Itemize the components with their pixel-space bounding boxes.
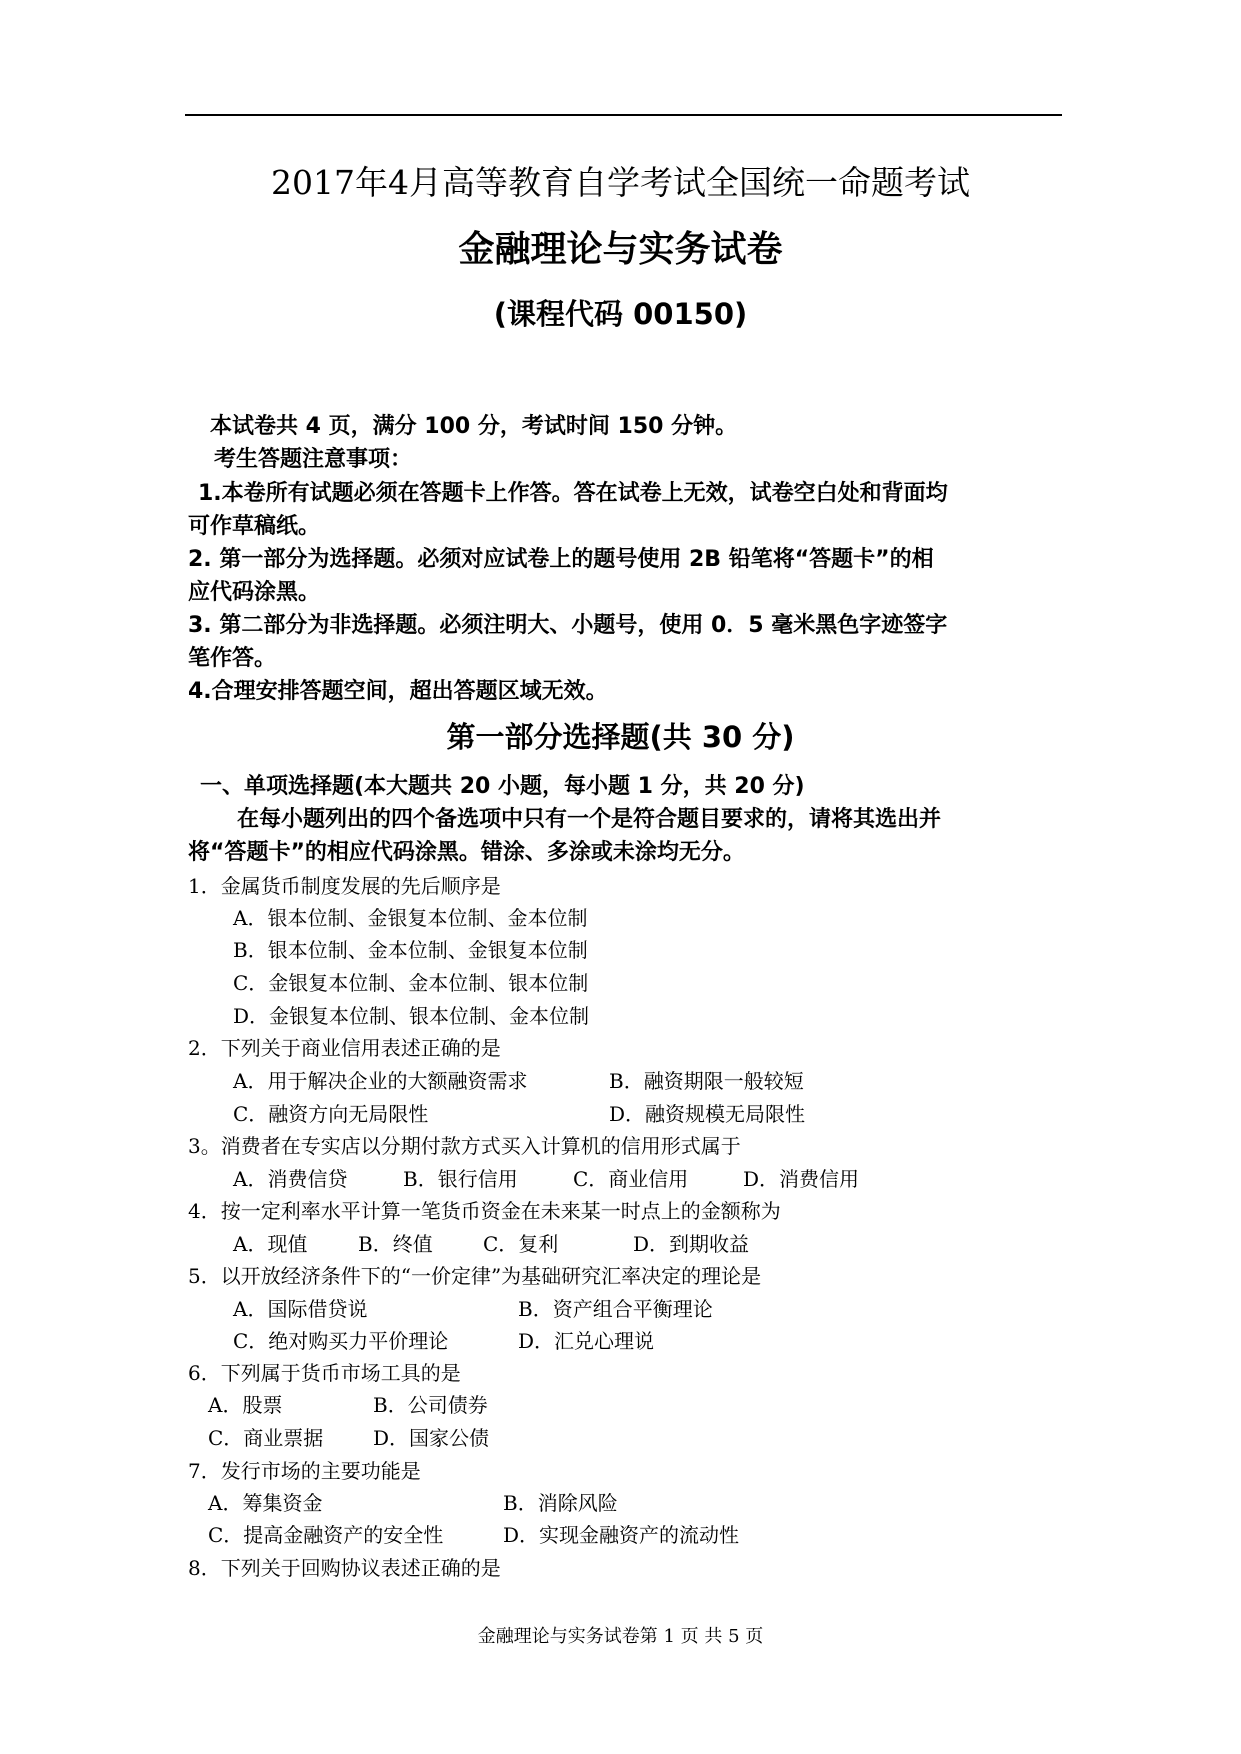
question-stem: 8．下列关于回购协议表述正确的是 [188, 1556, 501, 1580]
option-b: B．消除风险 [503, 1491, 618, 1515]
question-stem: 3。消费者在专实店以分期付款方式买入计算机的信用形式属于 [188, 1134, 741, 1158]
option-d: D．金银复本位制、银本位制、金本位制 [233, 1004, 590, 1028]
question-stem: 7．发行市场的主要功能是 [188, 1459, 421, 1483]
option-c: C．商业票据 [208, 1426, 324, 1450]
section-description: 将“答题卡”的相应代码涂黑。错涂、多涂或未涂均无分。 [188, 840, 745, 865]
instruction-line: 笔作答。 [188, 646, 277, 671]
question-stem: 1．金属货币制度发展的先后顺序是 [188, 874, 501, 898]
part1-heading: 第一部分选择题(共 30 分) [446, 720, 795, 754]
option-a: A．消费信贷 [233, 1167, 348, 1191]
option-d: D．国家公债 [373, 1426, 490, 1450]
option-a: A．银本位制、金银复本位制、金本位制 [233, 906, 588, 930]
header-rule [185, 114, 1062, 116]
option-b: B．融资期限一般较短 [609, 1069, 804, 1093]
option-c: C．复利 [483, 1232, 559, 1256]
option-d: D．融资规模无局限性 [609, 1102, 806, 1126]
section-description: 在每小题列出的四个备选项中只有一个是符合题目要求的，请将其选出并 [237, 807, 942, 832]
instruction-line: 3. 第二部分为非选择题。必须注明大、小题号，使用 0．5 毫米黑色字迹签字 [188, 613, 948, 638]
option-d: D．实现金融资产的流动性 [503, 1523, 740, 1547]
exam-header-line: 2017年4月高等教育自学考试全国统一命题考试 [271, 163, 970, 202]
option-b: B．银行信用 [403, 1167, 518, 1191]
option-b: B．终值 [358, 1232, 433, 1256]
instructions-intro: 本试卷共 4 页，满分 100 分，考试时间 150 分钟。 [210, 414, 738, 439]
option-d: D．汇兑心理说 [518, 1329, 655, 1353]
option-b: B．公司债券 [373, 1393, 488, 1417]
instruction-line: 2. 第一部分为选择题。必须对应试卷上的题号使用 2B 铅笔将“答题卡”的相 [188, 547, 934, 572]
instruction-line: 4.合理安排答题空间，超出答题区域无效。 [188, 679, 608, 704]
section-title: 一、单项选择题(本大题共 20 小题，每小题 1 分，共 20 分) [200, 774, 805, 799]
instruction-line: 可作草稿纸。 [188, 514, 321, 539]
question-stem: 4．按一定利率水平计算一笔货币资金在未来某一时点上的金额称为 [188, 1199, 781, 1223]
question-stem: 2．下列关于商业信用表述正确的是 [188, 1036, 501, 1060]
option-a: A．现值 [233, 1232, 308, 1256]
option-c: C．商业信用 [573, 1167, 689, 1191]
question-stem: 6．下列属于货币市场工具的是 [188, 1361, 461, 1385]
option-a: A．股票 [208, 1393, 283, 1417]
option-a: A．筹集资金 [208, 1491, 323, 1515]
option-c: C．融资方向无局限性 [233, 1102, 429, 1126]
option-a: A．用于解决企业的大额融资需求 [233, 1069, 528, 1093]
course-code: (课程代码 00150) [493, 297, 748, 331]
question-stem: 5．以开放经济条件下的“一价定律”为基础研究汇率决定的理论是 [188, 1264, 762, 1288]
page-footer: 金融理论与实务试卷第 1 页 共 5 页 [477, 1626, 764, 1647]
paper-title: 金融理论与实务试卷 [458, 229, 783, 270]
option-c: C．绝对购买力平价理论 [233, 1329, 449, 1353]
option-d: D．到期收益 [633, 1232, 750, 1256]
instruction-line: 应代码涂黑。 [188, 580, 321, 605]
option-b: B．资产组合平衡理论 [518, 1297, 713, 1321]
option-a: A．国际借贷说 [233, 1297, 368, 1321]
option-c: C．提高金融资产的安全性 [208, 1523, 444, 1547]
option-b: B．银本位制、金本位制、金银复本位制 [233, 938, 588, 962]
option-c: C．金银复本位制、金本位制、银本位制 [233, 971, 589, 995]
instruction-line: 1.本卷所有试题必须在答题卡上作答。答在试卷上无效，试卷空白处和背面均 [198, 481, 948, 506]
option-d: D．消费信用 [743, 1167, 860, 1191]
instructions-notice-title: 考生答题注意事项： [214, 447, 413, 472]
